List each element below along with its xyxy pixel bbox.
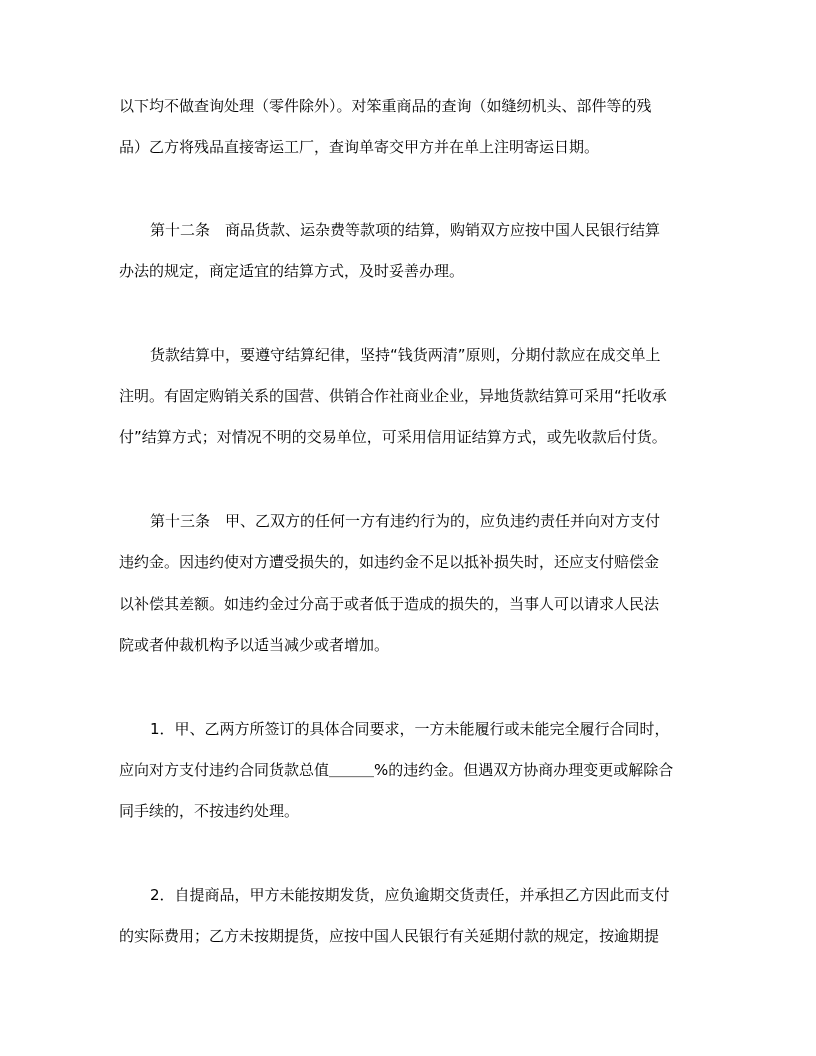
paragraph-4-line-4: 院或者仲裁机构予以适当减少或者增加。: [119, 636, 390, 654]
paragraph-4-line-3: 以补偿其差额。如违约金过分高于或者低于造成的损失的，当事人可以请求人民法: [119, 595, 660, 613]
paragraph-4-line-2: 违约金。因违约使对方遭受损失的，如违约金不足以抵补损失时，还应支付赔偿金: [119, 553, 660, 571]
paragraph-6-line-1: 2．自提商品，甲方未能按期发货，应负逾期交货责任，并承担乙方因此而支付: [150, 886, 670, 904]
paragraph-2-line-2: 办法的规定，商定适宜的结算方式，及时妥善办理。: [119, 262, 465, 280]
paragraph-5-line-2: 应向对方支付违约合同货款总值＿＿＿%的违约金。但遇双方协商办理变更或解除合: [119, 761, 674, 779]
paragraph-5-line-3: 同手续的，不按违约处理。: [119, 802, 300, 820]
paragraph-4-line-1: 第十三条 甲、乙双方的任何一方有违约行为的，应负违约责任并向对方支付: [150, 512, 661, 530]
paragraph-2-line-1: 第十二条 商品货款、运杂费等款项的结算，购销双方应按中国人民银行结算: [150, 221, 661, 239]
paragraph-6-line-2: 的实际费用；乙方未按期提货，应按中国人民银行有关延期付款的规定，按逾期提: [119, 927, 660, 945]
paragraph-5-line-1: 1．甲、乙两方所签订的具体合同要求，一方未能履行或未能完全履行合同时，: [150, 720, 670, 738]
paragraph-1-line-2: 品）乙方将残品直接寄运工厂，查询单寄交甲方并在单上注明寄运日期。: [119, 138, 600, 156]
paragraph-3-line-1: 货款结算中，要遵守结算纪律，坚持“钱货两清”原则，分期付款应在成交单上: [150, 346, 661, 364]
paragraph-3-line-2: 注明。有固定购销关系的国营、供销合作社商业企业，异地货款结算可采用“托收承: [119, 387, 667, 405]
paragraph-1-line-1: 以下均不做查询处理（零件除外）。对笨重商品的查询（如缝纫机头、部件等的残: [119, 97, 652, 115]
paragraph-3-line-3: 付”结算方式；对情况不明的交易单位，可采用信用证结算方式，或先收款后付货。: [119, 428, 667, 446]
